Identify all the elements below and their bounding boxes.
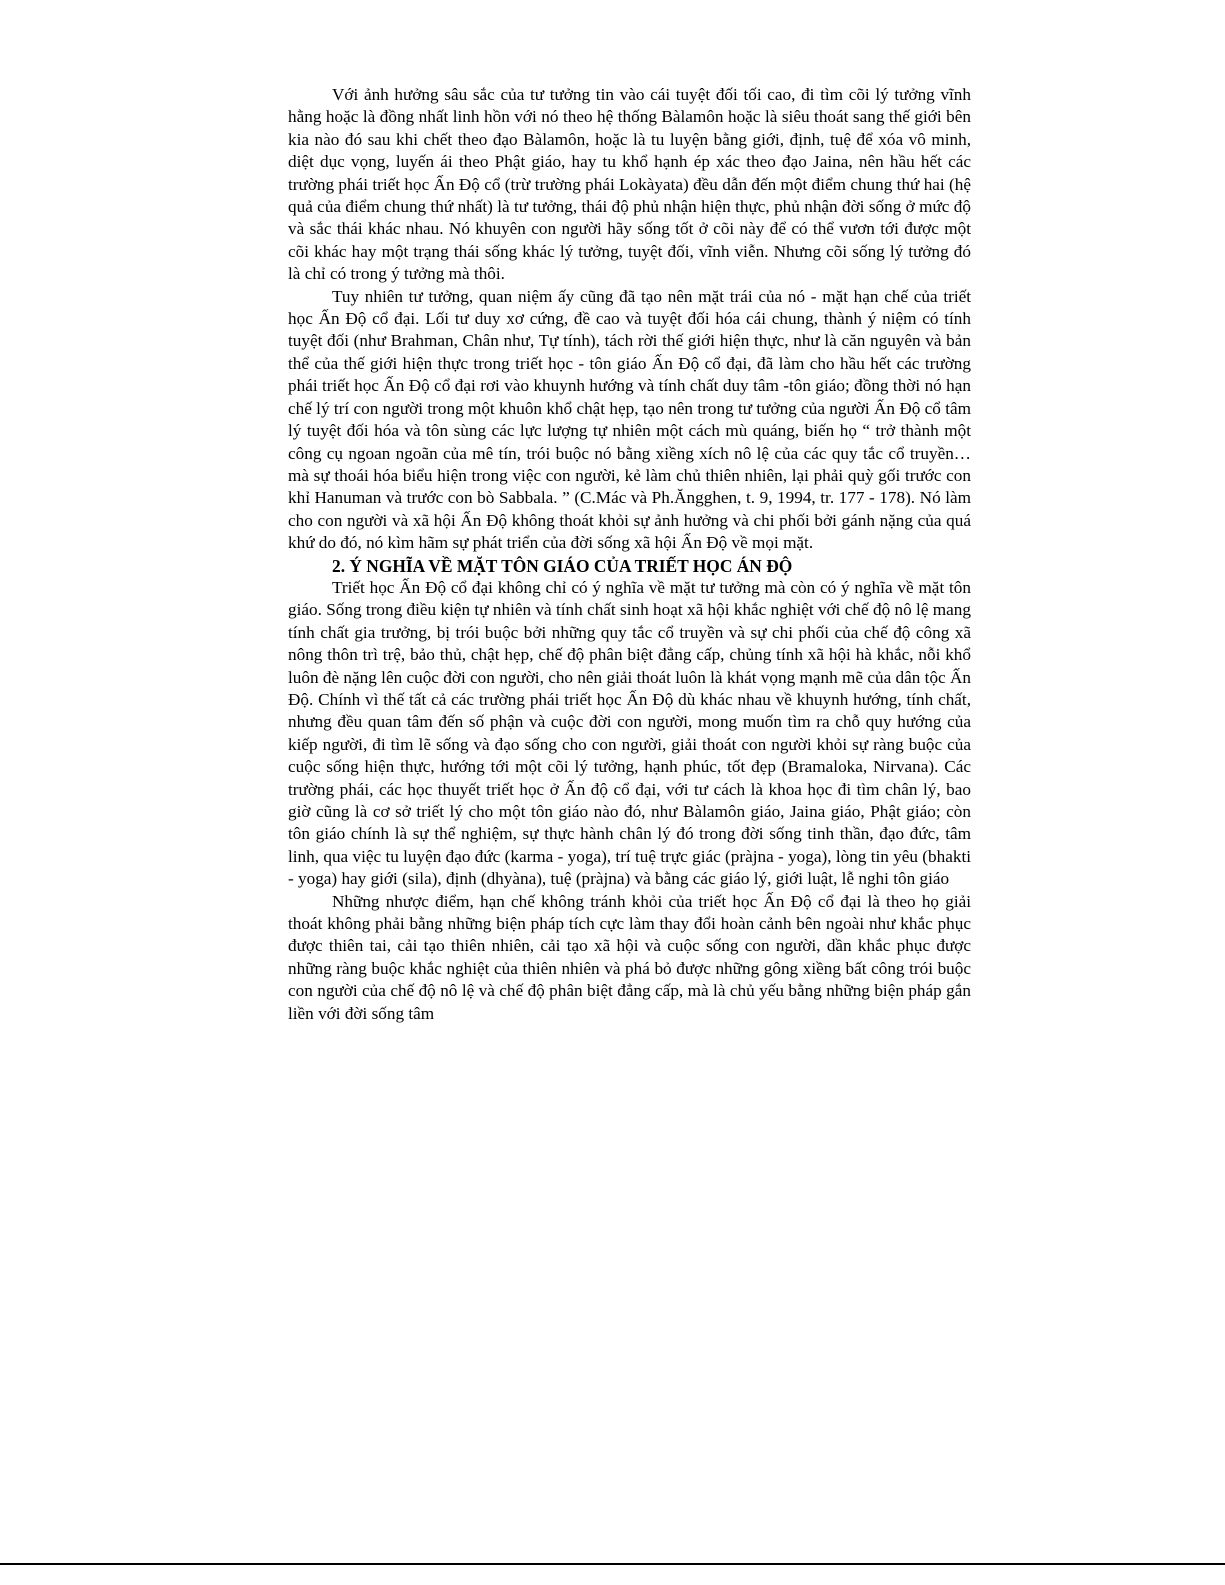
section-heading: 2. Ý NGHĨA VỀ MẶT TÔN GIÁO CỦA TRIẾT HỌC ÁN ĐỘ: [332, 555, 793, 576]
document-page: [288, 84, 971, 1025]
paragraph: Triết học Ấn Độ cổ đại không chỉ có ý nghĩa về mặt tư tưởng mà còn có ý nghĩa về mặt tôn giáo. Sống trong điều kiện tự nhiên và tính chất sinh hoạt xã hội khắc nghiệt với chế độ nô lệ mang tính chất gia trưởng, bị trói buộc bởi những quy tắc cổ truyền và sự chi phối của chế độ công xã nông thôn trì trệ, bảo thủ, chật hẹp, chế độ phân biệt đẳng cấp, chủng tính xã hội hà khắc, nỗi khổ luôn đè nặng lên cuộc đời con người, cho nên giải thoát luôn là khát vọng mạnh mẽ của dân tộc Ấn Độ. Chính vì thế tất cả các trường phái triết học Ấn Độ dù khác nhau về khuynh hướng, tính chất, nhưng đều quan tâm đến số phận và cuộc đời con người, mong muốn tìm ra chỗ quy hướng của kiếp người, đi tìm lẽ sống và đạo sống cho con người, giải thoát con người khỏi sự ràng buộc của cuộc sống hiện thực, hướng tới một cõi lý tưởng, hạnh phúc, tốt đẹp (Bramaloka, Nirvana). Các trường phái, các học thuyết triết học ở Ấn độ cổ đại, với tư cách là khoa học đi tìm chân lý, bao giờ cũng là cơ sở triết lý cho một tôn giáo nào đó, như Bàlamôn giáo, Jaina giáo, Phật giáo; còn tôn giáo chính là sự thể nghiệm, sự thực hành chân lý đó trong đời sống tinh thần, đạo đức, tâm linh, qua việc tu luyện đạo đức (karma - yoga), trí tuệ trực giác (pràjna - yoga), lòng tin yêu (bhakti - yoga) hay giới (sila), định (dhyàna), tuệ (pràjna) và bằng các giáo lý, giới luật, lễ nghi tôn giáo: [288, 577, 971, 889]
page-bottom-border: [0, 1563, 1225, 1565]
paragraph: Với ảnh hưởng sâu sắc của tư tưởng tin vào cái tuyệt đối tối cao, đi tìm cõi lý tưởng vĩnh hằng hoặc là đồng nhất linh hồn với nó theo hệ thống Bàlamôn hoặc là siêu thoát sang thế giới bên kia nào đó sau khi chết theo đạo Bàlamôn, hoặc là tu luyện bằng giới, định, tuệ để xóa vô minh, diệt dục vọng, luyến ái theo Phật giáo, hay tu khổ hạnh ép xác theo đạo Jaina, nên hầu hết các trường phái triết học Ấn Độ cổ (trừ trường phái Lokàyata) đều dẫn đến một điểm chung thứ hai (hệ quả của điểm chung thứ nhất) là tư tưởng, thái độ phủ nhận hiện thực, phủ nhận đời sống ở mức độ và sắc thái khác nhau. Nó khuyên con người hãy sống tốt ở cõi này để có thể vươn tới được một cõi khác hay một trạng thái sống khác lý tưởng, tuyệt đối, vĩnh viễn. Nhưng cõi sống lý tưởng đó là chỉ có trong ý tưởng mà thôi.: [288, 85, 971, 284]
paragraph: Tuy nhiên tư tưởng, quan niệm ấy cũng đã tạo nên mặt trái của nó - mặt hạn chế của triết học Ấn Độ cổ đại. Lối tư duy xơ cứng, đề cao và tuyệt đối hóa cái chung, thành ý niệm có tính tuyệt đối (như Brahman, Chân như, Tự tính), tách rời thế giới hiện thực, như là căn nguyên và bản thể của thế giới hiện thực trong triết học - tôn giáo Ấn Độ cổ đại, đã làm cho hầu hết các trường phái triết học Ấn Độ cổ đại rơi vào khuynh hướng và tính chất duy tâm -tôn giáo; đồng thời nó hạn chế lý trí con người trong một khuôn khổ chật hẹp, tạo nên trong tư tưởng của người Ấn Độ cổ tâm lý tuyệt đối hóa và tôn sùng các lực lượng tự nhiên một cách mù quáng, biến họ “ trở thành một công cụ ngoan ngoãn của mê tín, trói buộc nó bằng xiềng xích nô lệ của các quy tắc cổ truyền… mà sự thoái hóa biểu hiện trong việc con người, kẻ làm chủ thiên nhiên, lại phải quỳ gối trước con khỉ Hanuman và trước con bò Sabbala. ” (C.Mác và Ph.Ăngghen, t. 9, 1994, tr. 177 - 178). Nó làm cho con người và xã hội Ấn Độ không thoát khỏi sự ảnh hưởng và chi phối bởi gánh nặng của quá khứ do đó, nó kìm hãm sự phát triển của đời sống xã hội Ấn Độ về mọi mặt.: [288, 286, 971, 553]
paragraph: Những nhược điểm, hạn chế không tránh khỏi của triết học Ấn Độ cổ đại là theo họ giải thoát không phải bằng những biện pháp tích cực làm thay đổi hoàn cảnh bên ngoài như khắc phục được thiên tai, cải tạo thiên nhiên, cải tạo xã hội và cuộc sống con người, dần khắc phục được những ràng buộc khắc nghiệt của thiên nhiên và phá bỏ được những gông xiềng bất công trói buộc con người của chế độ nô lệ và chế độ phân biệt đẳng cấp, mà là chủ yếu bằng những biện pháp gắn liền với đời sống tâm: [288, 891, 971, 1023]
